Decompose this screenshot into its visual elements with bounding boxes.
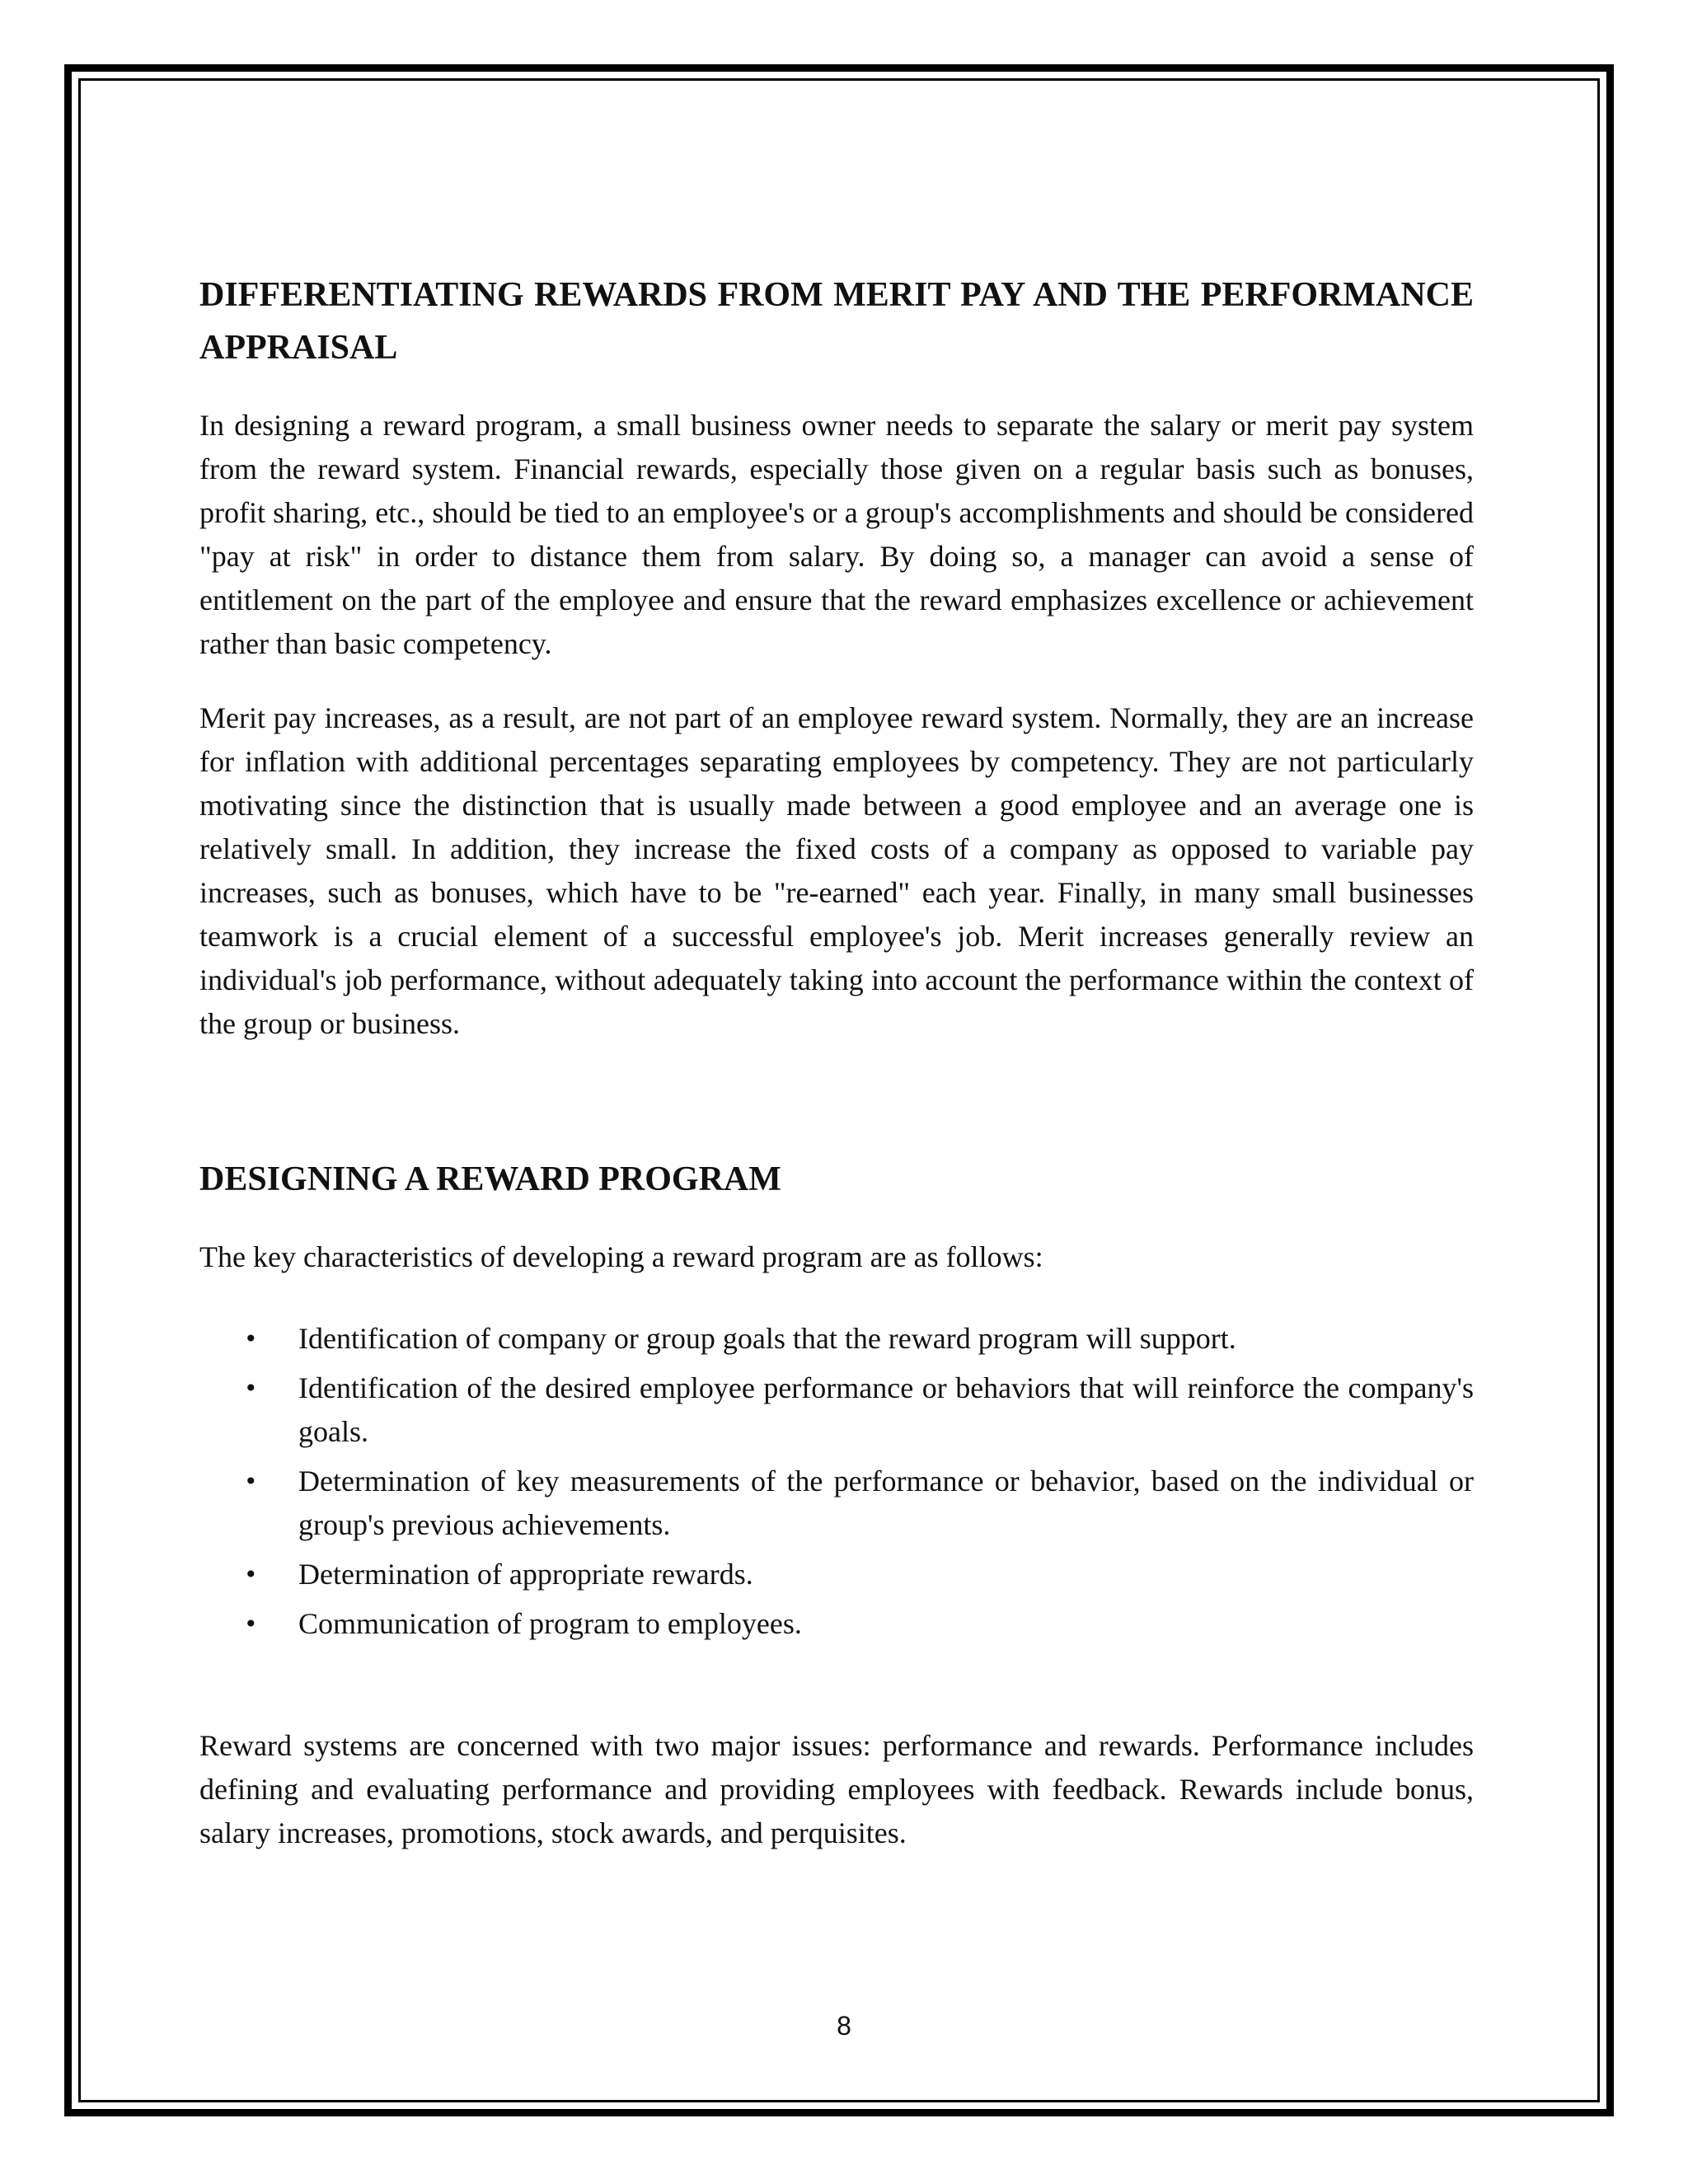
key-characteristics-list (199, 1317, 1474, 1646)
list-item (199, 1602, 1474, 1646)
list-item-text: Determination of key measurements of the performance or behavior, based on the individual or group's previous achievements. (298, 1465, 1474, 1541)
bullet-icon: • (244, 1468, 258, 1495)
bullet-icon: • (244, 1325, 258, 1352)
paragraph-reward-systems-issues: Reward systems are concerned with two major issues: performance and rewards. Performance includes defining and evaluating performance and providing employees with feedback. Rewards include bonus, salary increases, promotions, stock awards, and perquisites. (199, 1729, 1474, 1849)
bullet-icon: • (244, 1610, 258, 1638)
bullet-icon: • (244, 1375, 258, 1402)
list-item (199, 1460, 1474, 1547)
list-item (199, 1553, 1474, 1596)
list-item (199, 1366, 1474, 1454)
list-item-text: Determination of appropriate rewards. (298, 1558, 753, 1591)
list-item-text: Identification of the desired employee performance or behaviors that will reinforce the company's goals. (298, 1371, 1474, 1448)
section-title-designing-reward-program: DESIGNING A REWARD PROGRAM (199, 1160, 781, 1198)
list-item-text: Identification of company or group goals that the reward program will support. (298, 1322, 1236, 1355)
list-item (199, 1317, 1474, 1361)
bullet-icon: • (244, 1561, 258, 1588)
section-title-differentiating-rewards: DIFFERENTIATING REWARDS FROM MERIT PAY AND THE PERFORMANCE APPRAISAL (199, 276, 1474, 367)
list-item-text: Communication of program to employees. (298, 1607, 802, 1640)
paragraph-key-characteristics-intro: The key characteristics of developing a reward program are as follows: (199, 1240, 1043, 1273)
page-number: 8 (837, 2011, 851, 2041)
paragraph-reward-program-design: In designing a reward program, a small business owner needs to separate the salary or merit pay system from the reward system. Financial rewards, especially those given on a regular basis such as bonuses, profit sharing, etc., should be tied to an employee's or a group's accomplishments and should be considered "pay at risk" in order to distance them from salary. By doing so, a manager can avoid a sense of entitlement on the part of the employee and ensure that the reward emphasizes excellence or achievement rather than basic competency. (199, 409, 1474, 660)
paragraph-merit-pay-increases: Merit pay increases, as a result, are not part of an employee reward system. Normally, they are an increase for inflation with additional percentages separating employees by competency. They are not particularly motivating since the distinction that is usually made between a good employee and an average one is relatively small. In addition, they increase the fixed costs of a company as opposed to variable pay increases, such as bonuses, which have to be "re-earned" each year. Finally, in many small businesses teamwork is a crucial element of a successful employee's job. Merit increases generally review an individual's job performance, without adequately taking into account the performance within the context of the group or business. (199, 701, 1474, 1040)
page-content (199, 269, 1474, 1855)
